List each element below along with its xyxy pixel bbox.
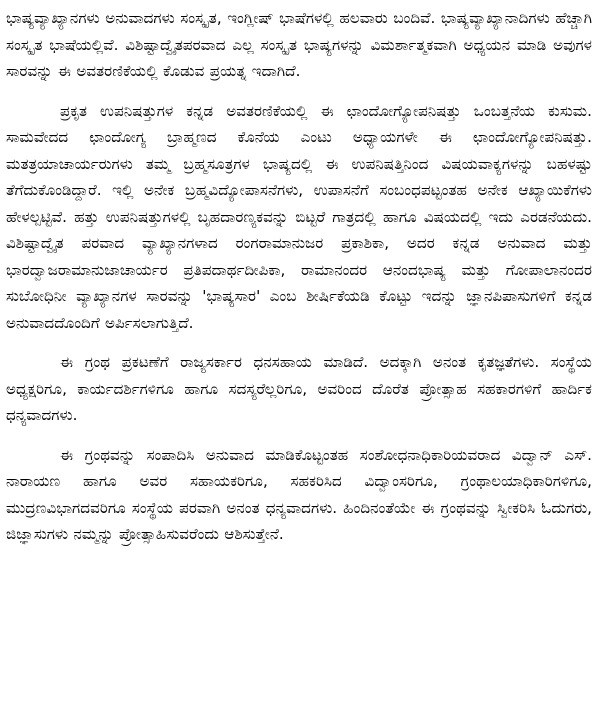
- paragraph-intro: ಭಾಷ್ಯವ್ಯಾಖ್ಯಾನಗಳು ಅನುವಾದಗಳು ಸಂಸ್ಕೃತ, ಇಂಗ್ಲೀಷ್ ಭಾಷೆಗಳಲ್ಲಿ ಹಲವಾರು ಬಂದಿವೆ. ಭಾಷ್ಯವ್ಯಾಖ್ಯಾನಾದಿಗಳು ಹೆಚ್ಚಾಗಿ ಸಂಸ್ಕೃತ ಭಾಷೆಯಲ್ಲಿವೆ. ವಿಶಿಷ್ಟಾದ್ವೈತಪರವಾದ ಎಲ್ಲ ಸಂಸ್ಕೃತ ಭಾಷ್ಯಗಳನ್ನು ವಿಮರ್ಶಾತ್ಮಕವಾಗಿ ಅಧ್ಯಯನ ಮಾಡಿ ಅವುಗಳ ಸಾರವನ್ನು ಈ ಅವತರಣಿಕೆಯಲ್ಲಿ ಕೊಡುವ ಪ್ರಯತ್ನ ಇದಾಗಿದೆ.: [6, 9, 592, 80]
- paragraph-upanishad-description: ಪ್ರಕೃತ ಉಪನಿಷತ್ತುಗಳ ಕನ್ನಡ ಅವತರಣಿಕೆಯಲ್ಲಿ ಈ ಛಾಂದೋಗ್ಯೋಪನಿಷತ್ತು ಒಂಬತ್ತನೆಯ ಕುಸುಮ. ಸಾಮವೇದದ ಛಾಂದೋಗ್ಯ ಬ್ರಾಹ್ಮಣದ ಕೊನೆಯ ಎಂಟು ಅಧ್ಯಾಯಗಳೇ ಈ ಛಾಂದೋಗ್ಯೋಪನಿಷತ್ತು. ಮತತ್ರಯಾಚಾರ್ಯರುಗಳು ತಮ್ಮ ಬ್ರಹ್ಮಸೂತ್ರಗಳ ಭಾಷ್ಯದಲ್ಲಿ ಈ ಉಪನಿಷತ್ತಿನಿಂದ ವಿಷಯವಾಕ್ಯಗಳನ್ನು ಬಹಳಷ್ಟು ತೆಗೆದುಕೊಂಡಿದ್ದಾರೆ. ಇಲ್ಲಿ ಅನೇಕ ಬ್ರಹ್ಮವಿದ್ಯೋಪಾಸನೆಗಳು, ಉಪಾಸನೆಗೆ ಸಂಬಂಧಪಟ್ಟಂತಹ ಅನೇಕ ಆಖ್ಯಾಯಿಕೆಗಳು ಹೇಳಲ್ಪಟ್ಟಿವೆ. ಹತ್ತು ಉಪನಿಷತ್ತುಗಳಲ್ಲಿ ಬೃಹದಾರಣ್ಯಕವನ್ನು ಬಿಟ್ಟರೆ ಗಾತ್ರದಲ್ಲಿ ಹಾಗೂ ವಿಷಯದಲ್ಲಿ ಇದು ಎರಡನೆಯದು. ವಿಶಿಷ್ಟಾದ್ವೈತ ಪರವಾದ ವ್ಯಾಖ್ಯಾನಗಳಾದ ರಂಗರಾಮಾನುಜರ ಪ್ರಕಾಶಿಕಾ, ಅದರ ಕನ್ನಡ ಅನುವಾದ ಮತ್ತು ಭಾರದ್ವಾಜರಾಮಾನುಜಾಚಾರ್ಯರ ಪ್ರತಿಪದಾರ್ಥದೀಪಿಕಾ, ರಾಮಾನಂದರ ಆನಂದಭಾಷ್ಯ ಮತ್ತು ಗೋಪಾಲಾನಂದರ ಸುಬೋಧಿನೀ ವ್ಯಾಖ್ಯಾನಗಳ ಸಾರವನ್ನು 'ಭಾಷ್ಯಸಾರ' ಎಂಬ ಶೀರ್ಷಿಕೆಯಡಿ ಕೊಟ್ಟು ಇದನ್ನು ಜ್ಞಾನಪಿಪಾಸುಗಳಿಗೆ ಕನ್ನಡ ಅನುವಾದದೊಂದಿಗೆ ಅರ್ಪಿಸಲಾಗುತ್ತಿದೆ.: [6, 101, 592, 332]
- paragraph-acknowledgement-contributors: ಈ ಗ್ರಂಥವನ್ನು ಸಂಪಾದಿಸಿ ಅನುವಾದ ಮಾಡಿಕೊಟ್ಟಂತಹ ಸಂಶೋಧನಾಧಿಕಾರಿಯವರಾದ ವಿದ್ವಾನ್ ಎಸ್. ನಾರಾಯಣ ಹಾಗೂ ಅವರ ಸಹಾಯಕರಿಗೂ, ಸಹಕರಿಸಿದ ವಿದ್ವಾಂಸರಿಗೂ, ಗ್ರಂಥಾಲಯಾಧಿಕಾರಿಗಳಿಗೂ, ಮುದ್ರಣವಿಭಾಗದವರಿಗೂ ಸಂಸ್ಥೆಯ ಪರವಾಗಿ ಅನಂತ ಧನ್ಯವಾದಗಳು. ಹಿಂದಿನಂತೆಯೇ ಈ ಗ್ರಂಥವನ್ನು ಸ್ವೀಕರಿಸಿ ಓದುಗರು, ಜಿಜ್ಞಾಸುಗಳು ನಮ್ಮನ್ನು ಪ್ರೋತ್ಸಾಹಿಸುವರೆಂದು ಆಶಿಸುತ್ತೇನೆ.: [6, 445, 592, 543]
- paragraph-acknowledgement-government: ಈ ಗ್ರಂಥ ಪ್ರಕಟಣೆಗೆ ರಾಜ್ಯಸರ್ಕಾರ ಧನಸಹಾಯ ಮಾಡಿದೆ. ಅದಕ್ಕಾಗಿ ಅನಂತ ಕೃತಜ್ಞತೆಗಳು. ಸಂಸ್ಥೆಯ ಅಧ್ಯಕ್ಷರಿಗೂ, ಕಾರ್ಯದರ್ಶಿಗಳಿಗೂ ಹಾಗೂ ಸದಸ್ಯರೆಲ್ಲರಿಗೂ, ಅವರಿಂದ ದೊರೆತ ಪ್ರೋತ್ಸಾಹ ಸಹಕಾರಗಳಿಗೆ ಹಾರ್ದಿಕ ಧನ್ಯವಾದಗಳು.: [6, 353, 592, 424]
